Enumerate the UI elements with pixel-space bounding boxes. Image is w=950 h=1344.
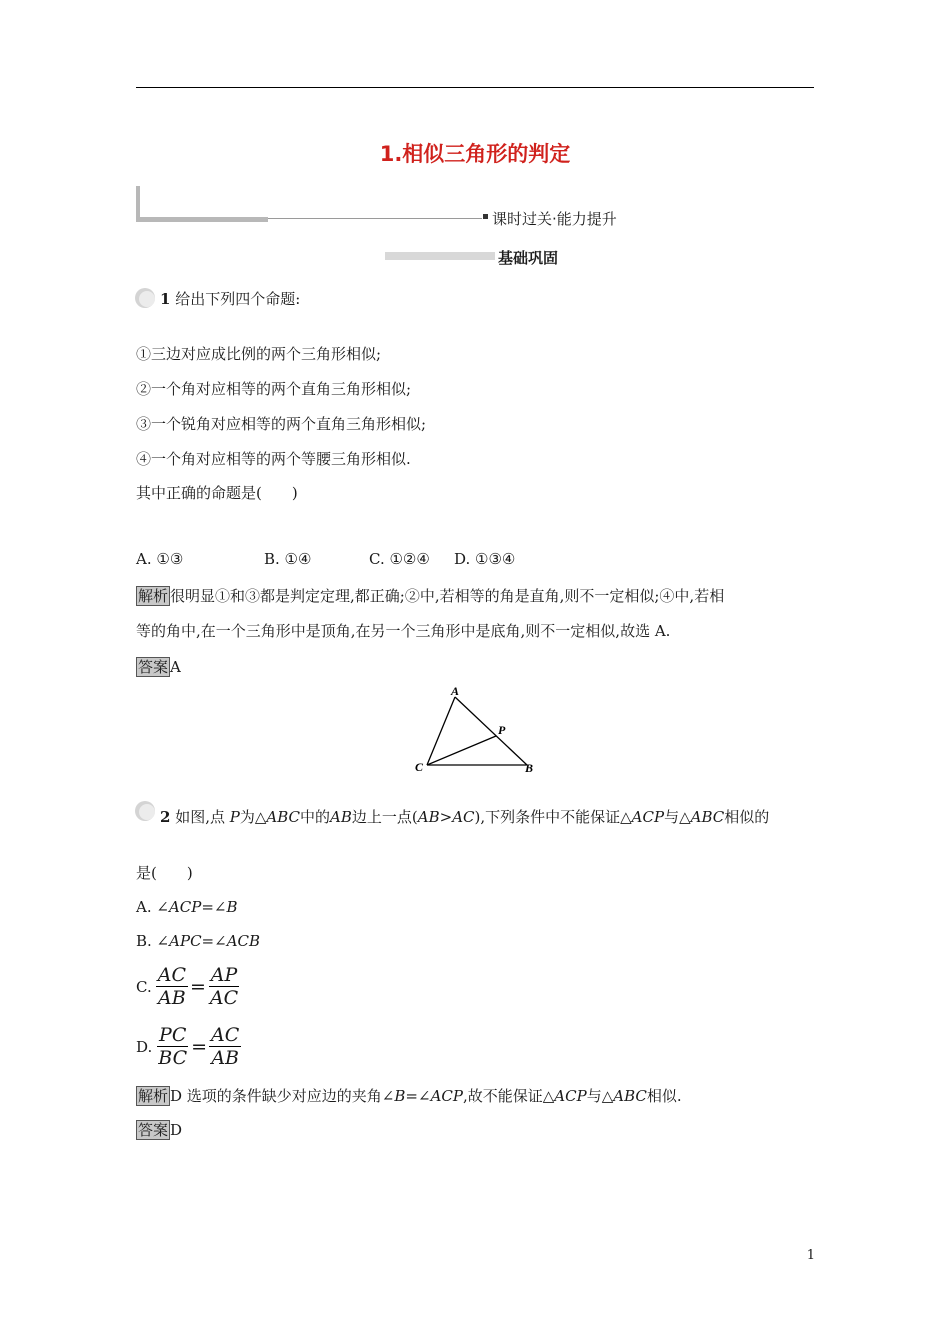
denominator: AB <box>158 987 186 1009</box>
label-c: C <box>415 760 424 774</box>
answer-tag: 答案 <box>138 658 169 676</box>
option-var: ACP <box>168 898 202 916</box>
q2-text: ),下列条件中不能保证△ <box>474 808 632 826</box>
q1-number: 1 <box>160 290 171 308</box>
q1-analysis-line1: 很明显①和③都是判定定理,都正确;②中,若相等的角是直角,则不一定相似;④中,若相 <box>170 587 725 605</box>
q2-text: 边上一点( <box>351 808 418 826</box>
q2-var: ABC <box>690 808 725 826</box>
q2-var: AB <box>330 808 352 826</box>
q1-item-4: ④一个角对应相等的两个等腰三角形相似. <box>136 450 411 468</box>
q2-option-b <box>136 932 260 950</box>
q1-answer <box>136 657 181 677</box>
option-text: D. <box>136 1037 153 1056</box>
analysis-text: =∠ <box>405 1087 431 1105</box>
page-title: 1.相似三角形的判定 <box>379 142 571 166</box>
question-icon <box>134 287 156 309</box>
option-var: APC <box>169 932 202 950</box>
option-var: B <box>226 898 238 916</box>
q2-number: 2 <box>160 808 171 826</box>
q1-text: 给出下列四个命题: <box>175 290 301 308</box>
q2-analysis <box>136 1085 682 1106</box>
basic-bar <box>385 252 495 260</box>
analysis-var: ACP <box>554 1087 587 1105</box>
q1-option-a: A. ①③ <box>136 550 184 568</box>
option-text: =∠ <box>201 932 227 950</box>
analysis-var: ACP <box>430 1087 463 1105</box>
analysis-text: ,故不能保证△ <box>462 1087 555 1105</box>
fraction <box>208 964 240 1009</box>
q1-stem <box>160 288 300 309</box>
analysis-text: 相似. <box>646 1087 682 1105</box>
q1-analysis-line2: 等的角中,在一个三角形中是顶角,在另一个三角形中是底角,则不一定相似,故选 A. <box>136 622 671 640</box>
q2-text: 与△ <box>664 808 691 826</box>
section-label: 课时过关·能力提升 <box>492 210 617 228</box>
q1-prompt: 其中正确的命题是( ) <box>136 484 298 502</box>
numerator: AC <box>211 1024 240 1046</box>
equals-sign: = <box>191 1035 208 1058</box>
option-text: C. <box>136 977 152 996</box>
option-text: =∠ <box>201 898 227 916</box>
denominator: BC <box>158 1047 188 1069</box>
numerator: PC <box>159 1024 187 1046</box>
fraction <box>156 1024 189 1069</box>
analysis-var: B <box>394 1087 406 1105</box>
q1-item-2: ②一个角对应相等的两个直角三角形相似; <box>136 380 412 398</box>
q1-analysis <box>136 585 724 606</box>
q2-text: 为△ <box>239 808 267 826</box>
q1-option-d: D. ①③④ <box>454 550 516 568</box>
q2-option-a <box>136 898 238 916</box>
option-text: B. ∠ <box>136 932 170 950</box>
fraction <box>209 1024 241 1069</box>
equals-sign: = <box>189 975 206 998</box>
q2-var: P <box>229 808 240 826</box>
q2-answer-value: D <box>170 1121 183 1139</box>
label-a: A <box>451 684 460 698</box>
q2-answer <box>136 1120 182 1140</box>
q1-item-3: ③一个锐角对应相等的两个直角三角形相似; <box>136 415 427 433</box>
basic-label: 基础巩固 <box>498 249 559 267</box>
q2-stem-line2: 是( ) <box>136 864 193 882</box>
q1-option-c: C. ①②④ <box>369 550 430 568</box>
q2-text: 中的 <box>300 808 331 826</box>
analysis-var: ABC <box>613 1087 647 1105</box>
section-rule <box>268 218 482 219</box>
numerator: AC <box>157 964 186 986</box>
analysis-text: D 选项的条件缺少对应边的夹角∠ <box>170 1087 395 1105</box>
fraction <box>156 964 188 1009</box>
section-bracket-bar <box>136 217 268 222</box>
analysis-tag: 解析 <box>138 587 169 605</box>
label-b: B <box>525 761 534 775</box>
section-marker <box>483 214 488 219</box>
numerator: AP <box>210 964 238 986</box>
analysis-tag: 解析 <box>138 1087 169 1105</box>
q2-var: AB>AC <box>417 808 475 826</box>
label-p: P <box>498 723 506 737</box>
q2-stem <box>160 806 769 827</box>
answer-tag: 答案 <box>138 1121 169 1139</box>
q1-answer-value: A <box>170 658 181 676</box>
option-text: A. ∠ <box>136 898 169 916</box>
top-rule <box>136 87 814 88</box>
page-number: 1 <box>806 1248 815 1263</box>
q2-var: ACP <box>631 808 665 826</box>
q1-option-b: B. ①④ <box>264 550 312 568</box>
analysis-text: 与△ <box>586 1087 614 1105</box>
q2-text: 相似的 <box>724 808 770 826</box>
q2-option-c <box>136 964 240 1009</box>
q2-option-d <box>136 1024 241 1069</box>
triangle-figure <box>405 683 545 778</box>
question-icon <box>134 800 156 822</box>
q2-text: 如图,点 <box>175 808 230 826</box>
denominator: AC <box>209 987 239 1009</box>
q2-var: ABC <box>266 808 301 826</box>
q1-item-1: ①三边对应成比例的两个三角形相似; <box>136 345 382 363</box>
denominator: AB <box>211 1047 240 1069</box>
option-var: ACB <box>226 932 261 950</box>
